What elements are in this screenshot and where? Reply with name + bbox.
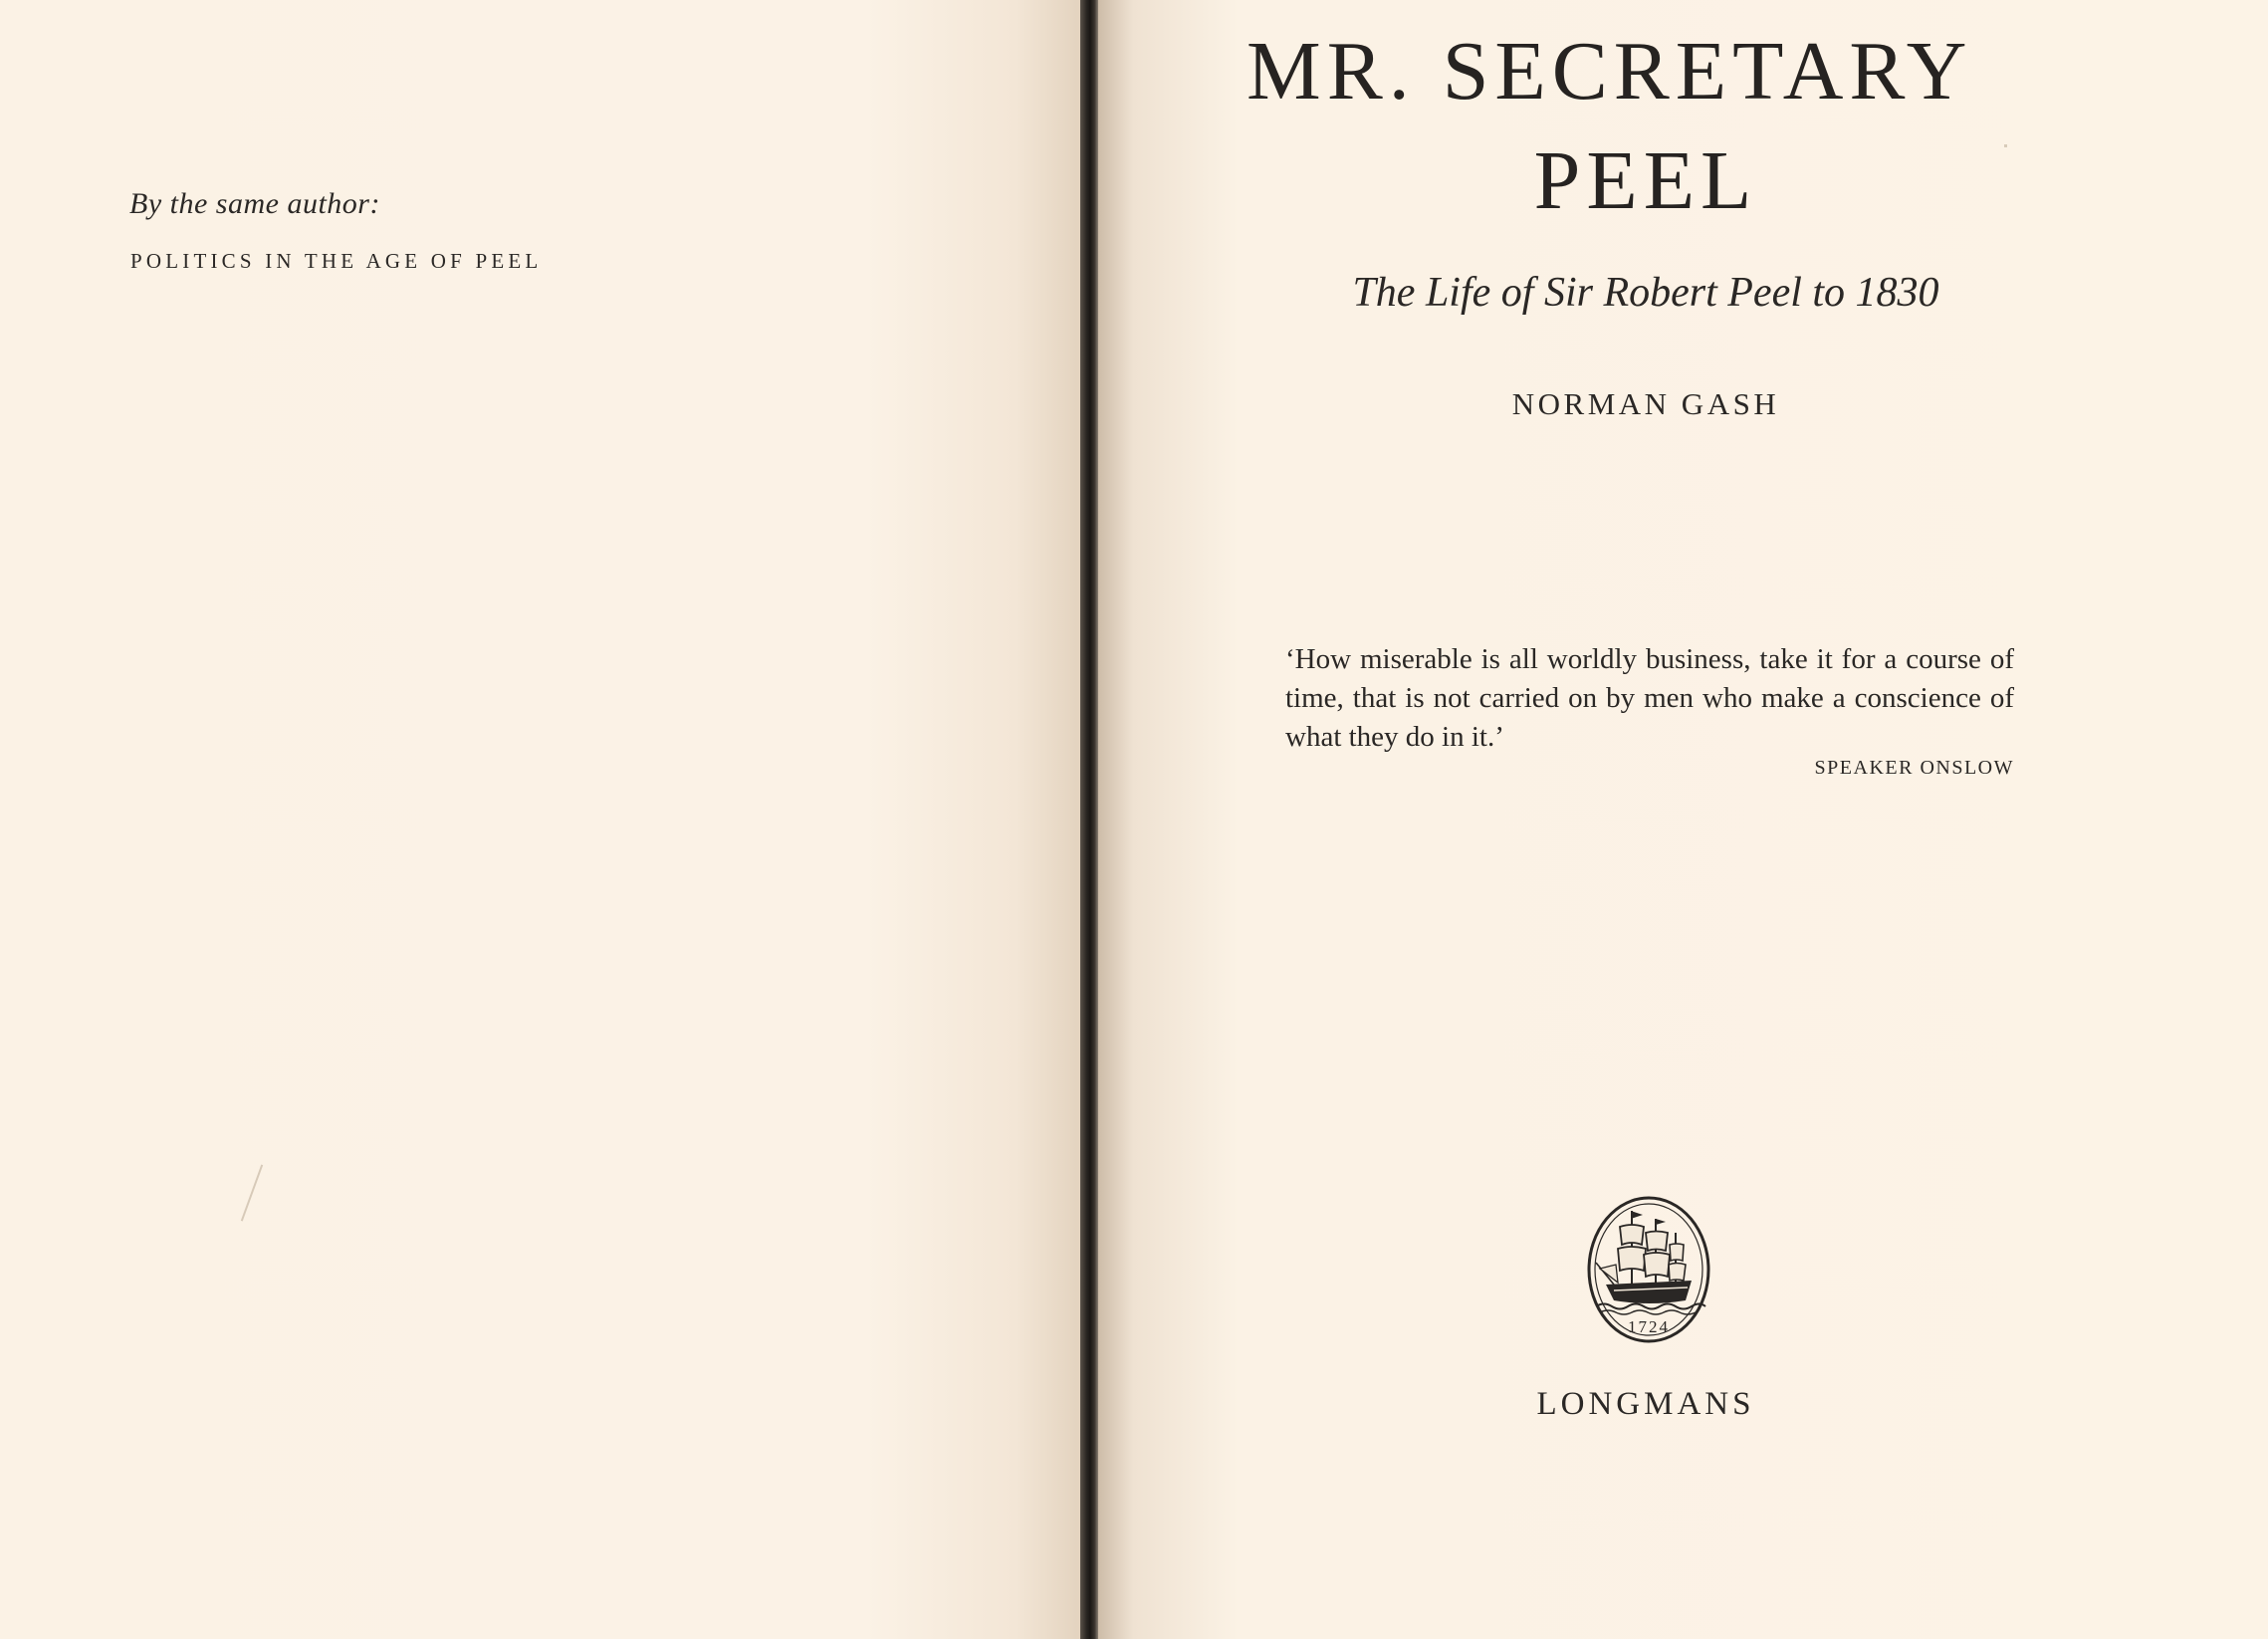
- book-gutter: [1080, 0, 1098, 1639]
- emblem-year: 1724: [1628, 1317, 1670, 1336]
- other-book-title: POLITICS IN THE AGE OF PEEL: [130, 249, 543, 273]
- publisher-name: LONGMANS: [1536, 1386, 1755, 1422]
- epigraph-quote: ‘How miserable is all worldly business, take it for a course of time, that is not carried on by men who make a conscience of what they do in it.’: [1285, 643, 2014, 753]
- epigraph-attribution: SPEAKER ONSLOW: [1814, 757, 2014, 779]
- paper-mark: [241, 1164, 263, 1221]
- same-author-heading: By the same author:: [129, 187, 380, 220]
- sailing-ship-icon: [1584, 1193, 1713, 1346]
- book-title-line-2: PEEL: [1533, 134, 1758, 227]
- left-page: [0, 0, 1080, 1639]
- publisher-emblem: [1584, 1193, 1713, 1346]
- book-subtitle: The Life of Sir Robert Peel to 1830: [1352, 270, 1939, 316]
- author-name: NORMAN GASH: [1511, 386, 1780, 421]
- book-title-line-1: MR. SECRETARY: [1247, 25, 1973, 117]
